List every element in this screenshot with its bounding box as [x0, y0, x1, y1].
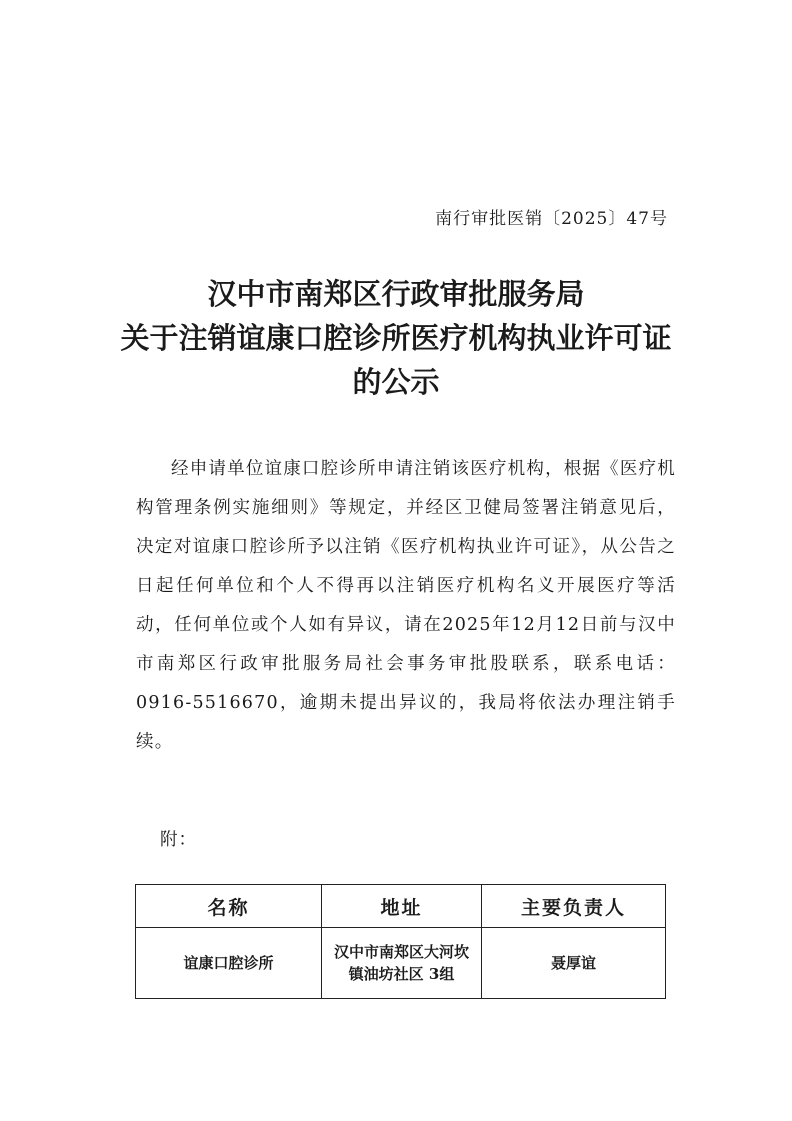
table-row: [136, 928, 666, 999]
attachment-label: 附：: [160, 830, 197, 850]
address-line-1: 汉中市南郑区大河坎: [333, 943, 469, 961]
cell-person-in-charge: 聂厚谊: [482, 928, 666, 999]
institution-table: [135, 884, 666, 999]
notice-body: [136, 450, 676, 762]
cell-address: [322, 928, 482, 999]
cell-institution-name: 谊康口腔诊所: [136, 928, 322, 999]
table-header-row: [136, 885, 666, 928]
document-title: [0, 272, 792, 404]
title-line-2: 关于注销谊康口腔诊所医疗机构执业许可证: [120, 321, 672, 355]
header-person-in-charge: 主要负责人: [482, 885, 666, 928]
document-number: 南行审批医销〔2025〕47号: [435, 209, 668, 229]
title-line-3: 的公示: [352, 365, 440, 399]
header-address: 地址: [322, 885, 482, 928]
header-name: 名称: [136, 885, 322, 928]
notice-paragraph: 经申请单位谊康口腔诊所申请注销该医疗机构，根据《医疗机构管理条例实施细则》等规定，并经区卫健局签署注销意见后，决定对谊康口腔诊所予以注销《医疗机构执业许可证》，从公告之日起任何单位和个人不得再以注销医疗机构名义开展医疗等活动，任何单位或个人如有异议，请在2025年12月12日前与汉中市南郑区行政审批服务局社会事务审批股联系，联系电话：0916-5516670，逾期未提出异议的，我局将依法办理注销手续。: [136, 459, 676, 752]
title-line-1: 汉中市南郑区行政审批服务局: [207, 277, 585, 311]
address-line-2: 镇油坊社区 3组: [348, 965, 455, 983]
